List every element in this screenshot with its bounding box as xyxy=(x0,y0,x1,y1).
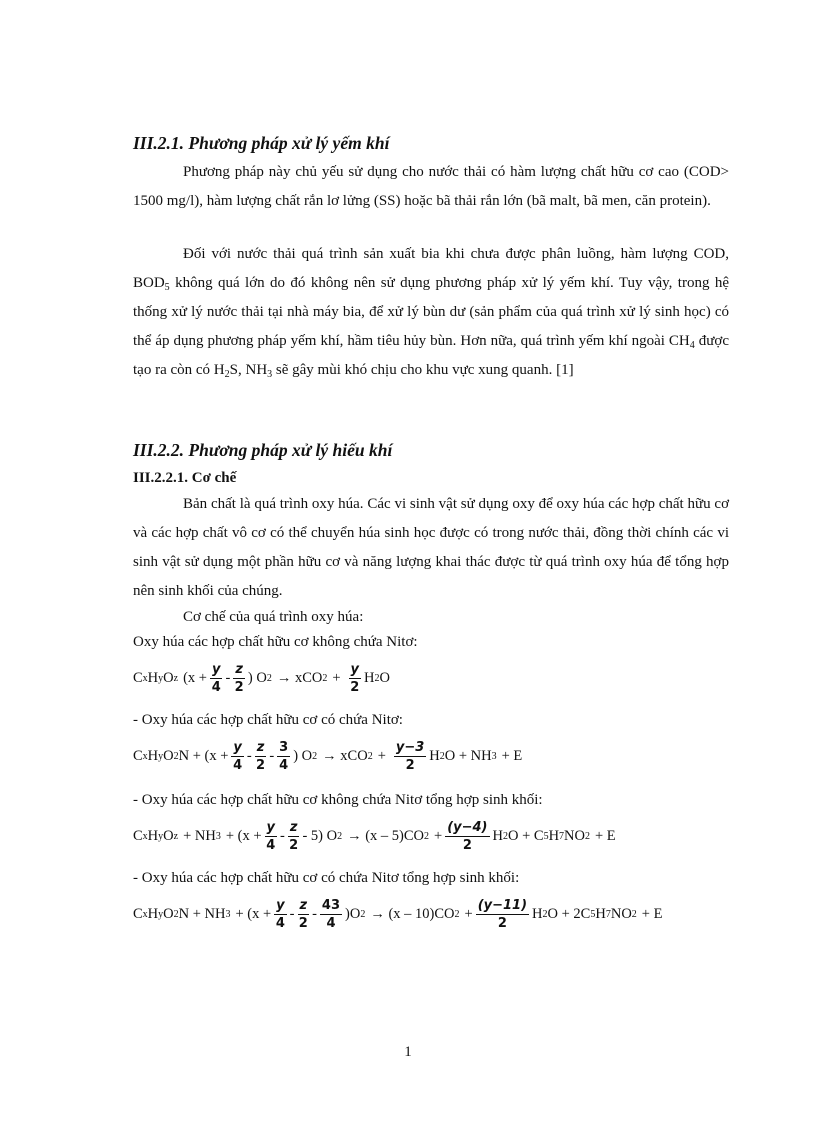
text-run: không quá lớn do đó không nên sử dụng phương pháp xử lý yếm khí. Tuy vậy, trong hệ thống xử lý nước thải tại nhà máy bia, để xử lý bùn dư (sản phẩm của quá trình xử lý sinh học) có thể áp dụng phương pháp yếm khí, hầm tiêu hủy bùn. Hơn nữa, quá trình yếm khí ngoài CH xyxy=(133,275,729,349)
equation-4: C x H y O 2 N + NH 3 + (x + $\frac{y}{4}$ - $\frac{z}{2}$ - $\frac{43}{4}$ )O 2 → (x – 10)CO 2 + $\frac{(y-11)}{2}$ H 2 O + 2C 5 H 7 NO 2 + E xyxy=(133,898,663,931)
fraction-numerator: z xyxy=(299,898,308,913)
eq-term: N + NH xyxy=(178,906,226,922)
eq-term: - 5) O xyxy=(302,828,338,844)
eq-term: - xyxy=(312,906,317,922)
eq-term: - xyxy=(246,748,252,764)
subsection-heading-mechanism: III.2.2.1. Cơ chế xyxy=(133,470,237,486)
fraction-denominator: 4 xyxy=(266,838,276,853)
fraction-numerator: y xyxy=(233,740,242,755)
eq-term: → xCO xyxy=(322,748,368,764)
text-run: sẽ gây mùi khó chịu cho khu vực xung quanh. [1] xyxy=(272,362,574,378)
fraction-numerator: (y−4) xyxy=(447,820,488,835)
fraction-denominator: 4 xyxy=(326,916,336,931)
eq-term: O + C xyxy=(507,828,544,844)
eq-term: → (x – 5)CO xyxy=(347,828,425,844)
eq-term: - xyxy=(269,748,275,764)
equation-3: C x H y O z + NH 3 + (x + $\frac{y}{4}$ - $\frac{z}{2}$ - 5) O 2 → (x – 5)CO 2 + $\frac{(y-4)}{2}$ H 2 O + C 5 H 7 NO 2 + E xyxy=(133,820,616,853)
paragraph-text: Bản chất là quá trình oxy húa. Các vi sinh vật sử dụng oxy để oxy húa các hợp chất hữu cơ và các hợp chất vô cơ có thể chuyển húa sinh học được có trong nước thải, đồng thời chính các vi sinh vật sử dụng một phần hữu cơ và năng lượng khai thác được từ quá trình oxy húa để tổng hợp nên sinh khối của chúng. xyxy=(133,496,729,599)
fraction-numerator: 3 xyxy=(279,740,289,755)
fraction-denominator: 2 xyxy=(256,758,266,773)
fraction xyxy=(288,820,300,853)
eq-term: - xyxy=(225,670,231,686)
eq-term: (x + xyxy=(183,670,207,686)
eq-term: NO xyxy=(610,906,632,922)
eq-term: O xyxy=(163,748,174,764)
eq-term: → (x – 10)CO xyxy=(370,906,455,922)
eq-term: + E xyxy=(641,906,663,922)
text-run: được tạo ra còn có H xyxy=(133,333,729,378)
eq-term: O xyxy=(163,828,174,844)
fraction-denominator: 4 xyxy=(233,758,243,773)
paragraph-text: Phương pháp này chủ yếu sử dụng cho nước thải có hàm lượng chất hữu cơ cao (COD> 1500 mg/l), hàm lượng chất rắn lơ lửng (SS) hoặc bã thải rắn lớn (bã malt, bã men, căn protein). xyxy=(133,164,729,209)
fraction xyxy=(349,662,361,695)
fraction xyxy=(277,740,290,773)
eq-term: + NH xyxy=(183,828,216,844)
fraction xyxy=(210,662,222,695)
fraction-numerator: y xyxy=(276,898,285,913)
text-run: S, NH xyxy=(229,362,268,378)
text-run: Đối với nước thải quá trình sản xuất bia khi chưa được phân luồng, hàm lượng COD, BOD xyxy=(133,246,729,291)
eq-term: H xyxy=(147,906,159,922)
fraction xyxy=(274,898,286,931)
fraction xyxy=(445,820,489,853)
paragraph-mechanism-intro xyxy=(133,603,729,632)
eq-term: + xyxy=(332,670,341,686)
eq-term: H xyxy=(532,906,543,922)
eq-term: H xyxy=(429,748,440,764)
eq-term: - xyxy=(289,906,295,922)
fraction-denominator: 2 xyxy=(497,916,507,931)
paragraph-anaerobic-intro xyxy=(133,158,729,216)
fraction xyxy=(265,820,277,853)
eq-term: ) O xyxy=(247,670,267,686)
eq-term: → xCO xyxy=(276,670,323,686)
eq-term: O + 2C xyxy=(547,906,591,922)
eq-term: H xyxy=(364,670,375,686)
eq-term: H xyxy=(492,828,503,844)
fraction-numerator: z xyxy=(289,820,298,835)
eq-term: + xyxy=(377,748,386,764)
subscript: 4 xyxy=(689,340,695,351)
eq-term: + E xyxy=(595,828,616,844)
eq-term: + (x + xyxy=(235,906,272,922)
eq-term: + xyxy=(464,906,473,922)
section-heading-anaerobic: III.2.1. Phương pháp xử lý yếm khí xyxy=(133,133,390,153)
fraction-denominator: 2 xyxy=(234,680,244,695)
equation-1: C x H y O z (x + $\frac{y}{4}$ - $\frac{z}{2}$ ) O 2 → xCO 2 + $\frac{y}{2}$ H 2 O xyxy=(133,662,390,695)
fraction-denominator: 2 xyxy=(289,838,299,853)
label-biomass-no-nitrogen: - Oxy húa các hợp chất hữu cơ không chứa Nitơ tổng hợp sinh khối: xyxy=(133,792,543,808)
fraction-denominator: 4 xyxy=(279,758,289,773)
eq-term: + (x + xyxy=(225,828,262,844)
subscript: 3 xyxy=(267,369,273,380)
fraction xyxy=(233,662,245,695)
eq-term: O xyxy=(163,670,174,686)
eq-term: )O xyxy=(345,906,361,922)
fraction xyxy=(255,740,267,773)
equation-2: C x H y O 2 N + (x + $\frac{y}{4}$ - $\frac{z}{2}$ - $\frac{3}{4}$ ) O 2 → xCO 2 + $\frac{y-3}{2}$ H 2 O + NH 3 + E xyxy=(133,740,523,773)
fraction-denominator: 4 xyxy=(211,680,221,695)
eq-term: C xyxy=(133,748,143,764)
eq-term: NO xyxy=(564,828,585,844)
fraction-denominator: 2 xyxy=(298,916,308,931)
eq-term: O xyxy=(163,906,174,922)
eq-term: H xyxy=(595,906,606,922)
fraction-denominator: 2 xyxy=(405,758,415,773)
fraction xyxy=(320,898,342,931)
eq-term: H xyxy=(548,828,560,844)
paragraph-oxidation-nature xyxy=(133,490,729,606)
label-oxidation-no-nitrogen: Oxy húa các hợp chất hữu cơ không chứa Nitơ: xyxy=(133,634,418,650)
fraction-numerator: 43 xyxy=(321,898,341,913)
fraction xyxy=(394,740,426,773)
eq-term: + xyxy=(434,828,443,844)
eq-term: H xyxy=(147,828,159,844)
subscript: 5 xyxy=(164,282,170,293)
eq-term: H xyxy=(147,748,159,764)
eq-term: ) O xyxy=(293,748,313,764)
label-biomass-with-nitrogen: - Oxy húa các hợp chất hữu cơ có chứa Nitơ tổng hợp sinh khối: xyxy=(133,870,520,886)
paragraph-brewery-wastewater xyxy=(133,240,729,385)
eq-term: - xyxy=(280,828,285,844)
section-heading-aerobic: III.2.2. Phương pháp xử lý hiếu khí xyxy=(133,440,393,460)
paragraph-text: Cơ chế của quá trình oxy húa: xyxy=(183,609,364,625)
eq-term: C xyxy=(133,670,143,686)
page-number: 1 xyxy=(404,1044,412,1060)
fraction-numerator: (y−11) xyxy=(477,898,528,913)
fraction xyxy=(298,898,310,931)
eq-term: C xyxy=(133,828,143,844)
eq-term: O + NH xyxy=(444,748,492,764)
fraction-numerator: y−3 xyxy=(395,740,425,755)
fraction xyxy=(476,898,529,931)
fraction-denominator: 2 xyxy=(462,838,472,853)
fraction-denominator: 4 xyxy=(275,916,285,931)
eq-term: O xyxy=(379,670,390,686)
fraction-numerator: y xyxy=(266,820,276,835)
label-oxidation-with-nitrogen: - Oxy húa các hợp chất hữu cơ có chứa Nitơ: xyxy=(133,712,403,728)
eq-term: N + (x + xyxy=(178,748,229,764)
fraction-numerator: y xyxy=(350,662,360,677)
eq-term: + E xyxy=(501,748,523,764)
subscript: 2 xyxy=(224,369,230,380)
fraction xyxy=(231,740,243,773)
fraction-numerator: z xyxy=(256,740,265,755)
eq-term: C xyxy=(133,906,143,922)
eq-term: H xyxy=(147,670,159,686)
fraction-numerator: y xyxy=(211,662,221,677)
fraction-denominator: 2 xyxy=(350,680,360,695)
fraction-numerator: z xyxy=(235,662,243,677)
